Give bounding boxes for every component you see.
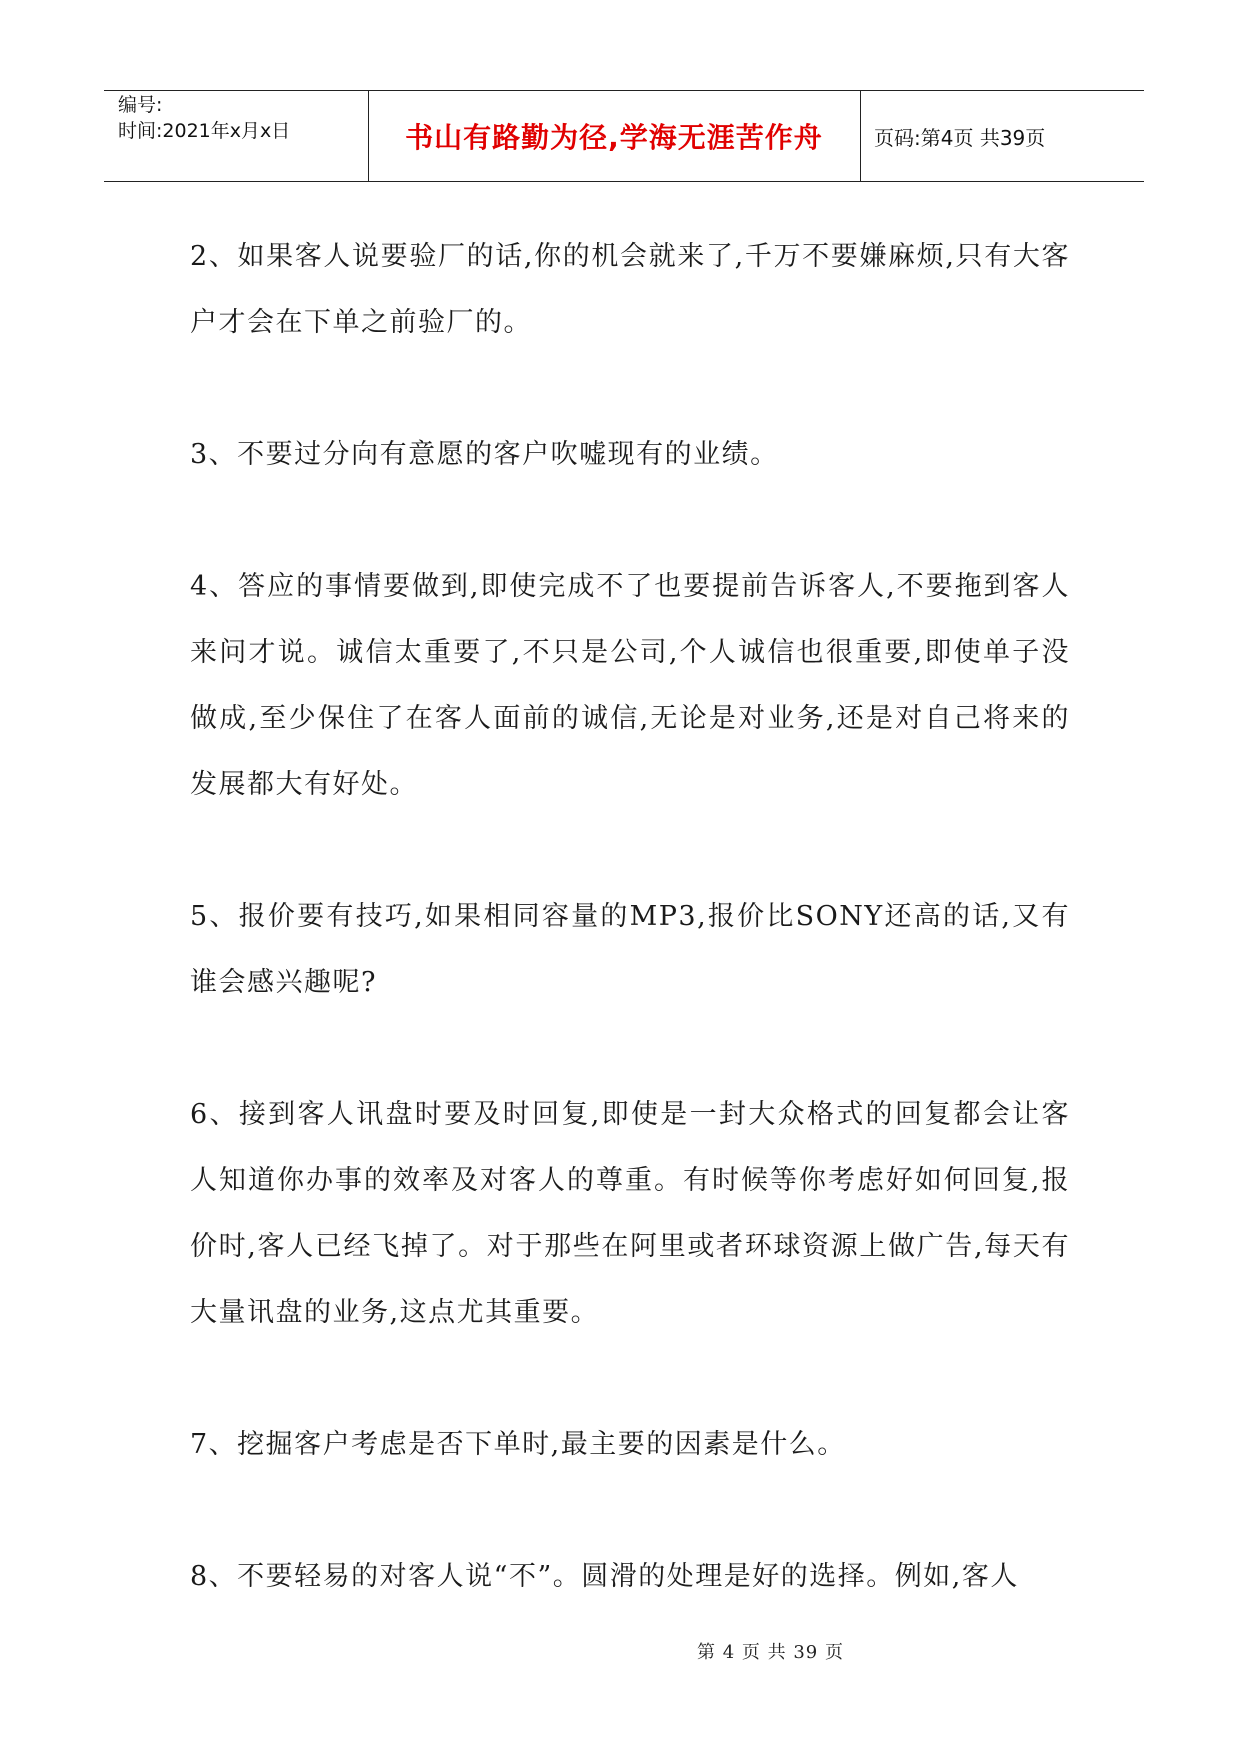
serial-number-label: 编号: (118, 94, 163, 116)
header-meta (118, 91, 368, 181)
paragraph-6: 6、接到客人讯盘时要及时回复,即使是一封大众格式的回复都会让客人知道你办事的效率及对客人的尊重。有时候等你考虑好如何回复,报价时,客人已经飞掉了。对于那些在阿里或者环球资源上做广告,每天有大量讯盘的业务,这点尤其重要。 (190, 1099, 1070, 1328)
header-motto: 书山有路勤为径,学海无涯苦作舟 (405, 121, 823, 154)
header-page-info: 页码:第4页 共39页 (874, 125, 1046, 150)
page-header (104, 90, 1144, 182)
paragraph-2: 2、如果客人说要验厂的话,你的机会就来了,千万不要嫌麻烦,只有大客户才会在下单之前验厂的。 (190, 241, 1070, 338)
header-divider (368, 91, 369, 181)
paragraph-5: 5、报价要有技巧,如果相同容量的MP3,报价比SONY还高的话,又有谁会感兴趣呢? (190, 901, 1070, 998)
paragraph-3: 3、不要过分向有意愿的客户吹嘘现有的业绩。 (190, 439, 779, 470)
page-footer: 第 4 页 共 39 页 (697, 1642, 844, 1663)
document-body (190, 224, 1070, 1676)
paragraph-8: 8、不要轻易的对客人说“不”。圆滑的处理是好的选择。例如,客人 (190, 1561, 1019, 1592)
paragraph-4: 4、答应的事情要做到,即使完成不了也要提前告诉客人,不要拖到客人来问才说。诚信太重要了,不只是公司,个人诚信也很重要,即使单子没做成,至少保住了在客人面前的诚信,无论是对业务,还是对自己将来的发展都大有好处。 (190, 571, 1070, 800)
paragraph-7: 7、挖掘客户考虑是否下单时,最主要的因素是什么。 (190, 1429, 846, 1460)
header-divider (860, 91, 861, 181)
time-label: 时间:2021年x月x日 (118, 120, 291, 142)
